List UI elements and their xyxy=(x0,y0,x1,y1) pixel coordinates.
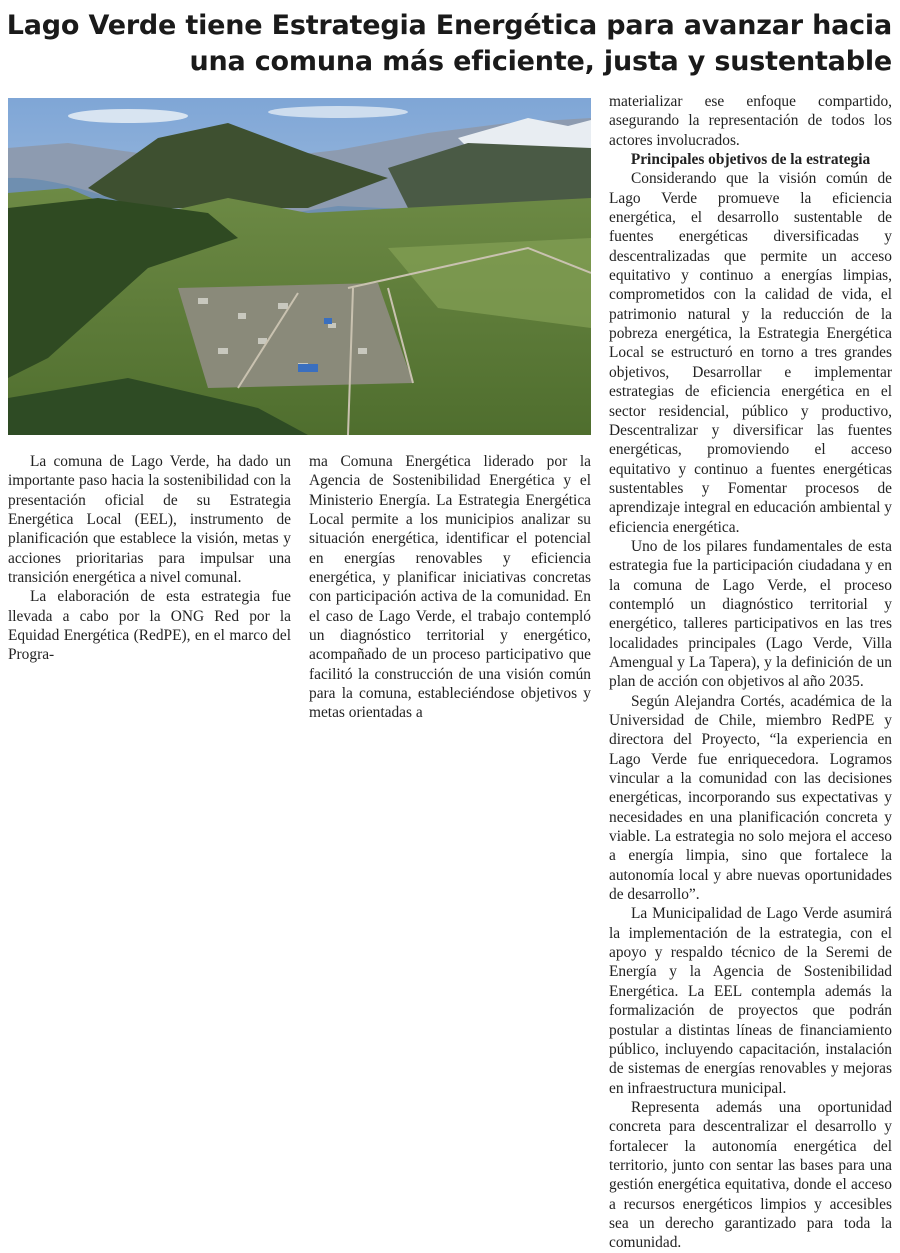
article-column-1 xyxy=(8,452,291,665)
paragraph: Representa además una oportunidad concreta para descentralizar el desarrollo y fortalecer la autonomía energética del territorio, junto con sentar las bases para una gestión energética equitativa, donde el acceso a recursos energéticos limpios y accesibles sea un derecho garantizado para toda la comunidad. xyxy=(609,1098,892,1252)
aerial-photo-lago-verde xyxy=(8,98,591,435)
subheading: Principales objetivos de la estrategia xyxy=(630,151,871,169)
title-line: una comuna más eficiente, justa y sustentable xyxy=(189,46,892,77)
title-line: Lago Verde tiene Estrategia Energética para avanzar hacia xyxy=(6,10,892,41)
paragraph: La Municipalidad de Lago Verde asumirá la implementación de la estrategia, con el apoyo y respaldo técnico de la Seremi de Energía y la Agencia de Sostenibilidad Energética. La EEL contempla además la formalización de proyectos que podrán postular a distintas líneas de financiamiento público, incluyendo capacitación, instalación de sistemas de energías renovables y mejoras en infraestructura municipal. xyxy=(609,905,892,1097)
paragraph: La elaboración de esta estrategia fue llevada a cabo por la ONG Red por la Equidad Energética (RedPE), en el marco del Progra- xyxy=(8,588,291,664)
paragraph: Según Alejandra Cortés, académica de la Universidad de Chile, miembro RedPE y directora del Proyecto, “la experiencia en Lago Verde fue enriquecedora. Logramos vincular a la comunidad con las decisiones energéticas, incorporando sus expectativas y necesidades en una planificación concreta y viable. La estrategia no solo mejora el acceso a energía limpia, sino que fortalece la autonomía local y abre nuevas oportunidades de desarrollo”. xyxy=(609,692,892,904)
article-title xyxy=(2,8,892,80)
paragraph: La comuna de Lago Verde, ha dado un importante paso hacia la sostenibilidad con la presentación oficial de su Estrategia Energética Local (EEL), instrumento de planificación que establece la visión, metas y acciones prioritarias para impulsar una transición energética a nivel comunal. xyxy=(8,453,291,587)
paragraph: ma Comuna Energética liderado por la Agencia de Sostenibilidad Energética y el Ministerio Energía. La Estrategia Energética Local permite a los municipios analizar su situación energética, identificar el potencial en energías renovables y eficiencia energética, y planificar iniciativas concretas con participación activa de la comunidad. En el caso de Lago Verde, el trabajo contempló un diagnóstico territorial y energético, acompañado de un proceso participativo que facilitó la construcción de una visión común para la comuna, estableciéndose objetivos y metas orientadas a xyxy=(309,453,591,722)
article-column-2 xyxy=(309,452,591,723)
paragraph: materializar ese enfoque compartido, asegurando la representación de todos los actores involucrados. xyxy=(609,93,892,149)
article-column-3 xyxy=(609,92,892,1253)
paragraph: Uno de los pilares fundamentales de esta estrategia fue la participación ciudadana y en la comuna de Lago Verde, el proceso contempló un diagnóstico territorial y energético, talleres participativos en las tres localidades principales (Lago Verde, Villa Amengual y La Tapera), y la definición de un plan de acción con objetivos al año 2035. xyxy=(609,537,892,691)
paragraph: Considerando que la visión común de Lago Verde promueve la eficiencia energética, el desarrollo sustentable de fuentes energéticas diversificadas y descentralizadas que permite un acceso equitativo y continuo a energías limpias, comprometidos con la calidad de vida, el patrimonio natural y la reducción de la pobreza energética, la Estrategia Energética Local se estructuró en torno a tres grandes objetivos, Desarrollar e implementar estrategias de eficiencia energética en el sector residencial, público y productivo, Descentralizar y diversificar las fuentes energéticas, promoviendo el acceso equitativo y continuo a fuentes energéticas sustentables y Fomentar procesos de aprendizaje integral en educación ambiental y eficiencia energética. xyxy=(609,170,892,536)
